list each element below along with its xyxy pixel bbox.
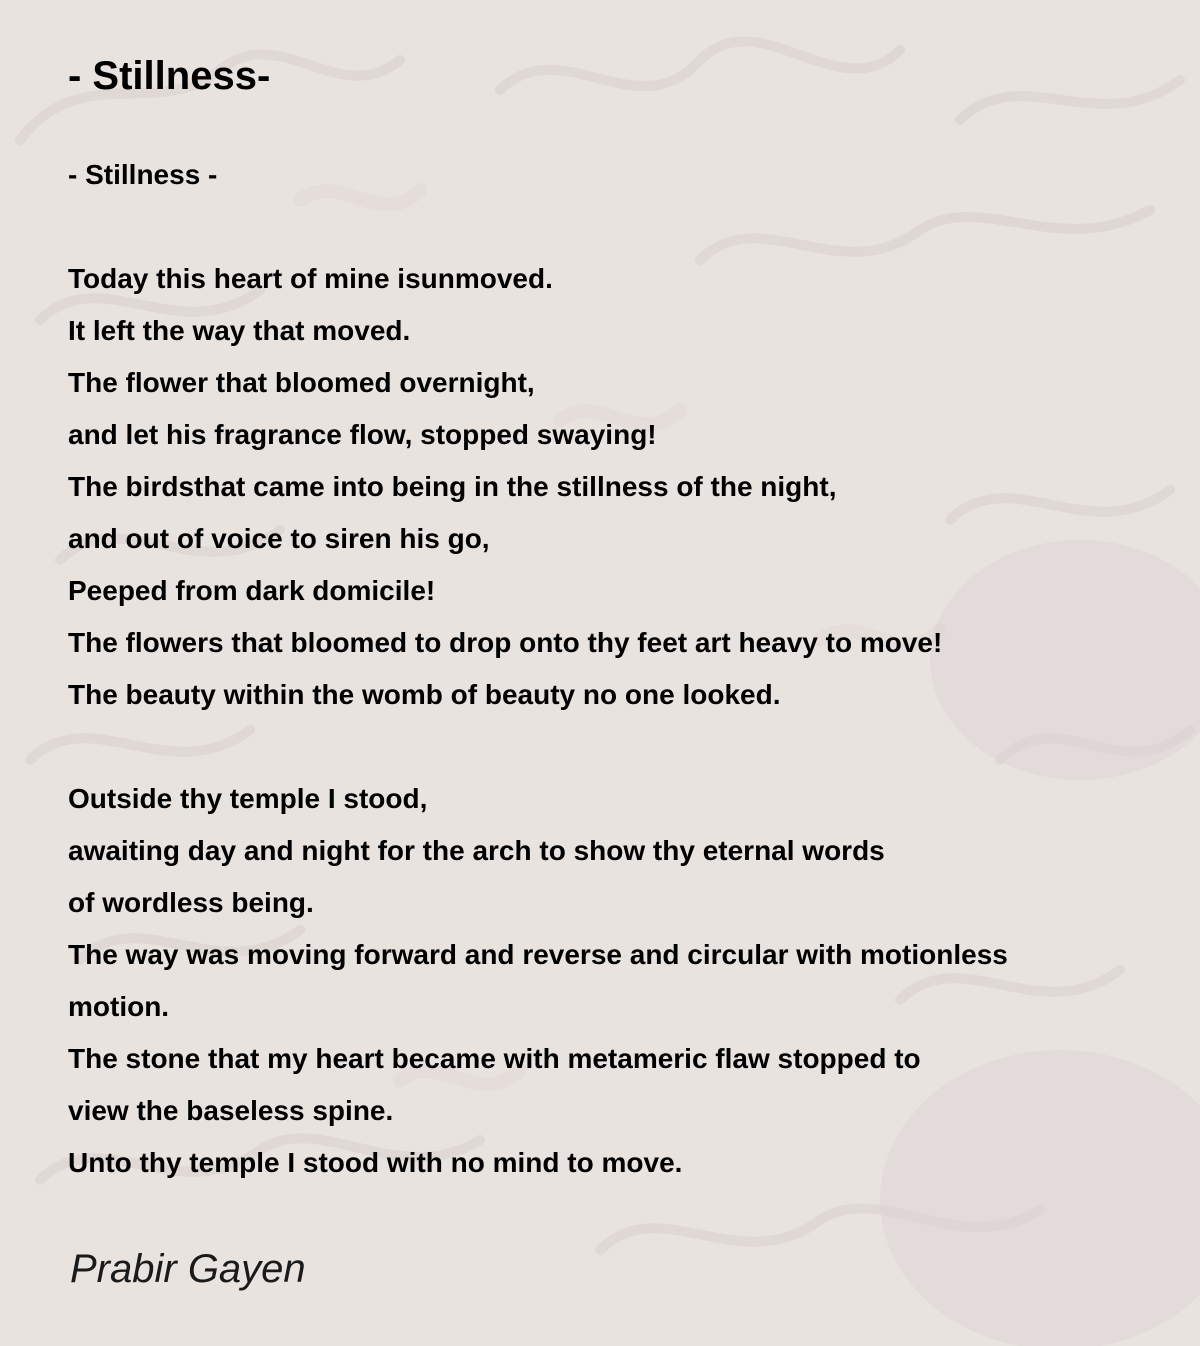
poem-line: Unto thy temple I stood with no mind to move. — [68, 1147, 683, 1178]
poem-line: The way was moving forward and reverse and circular with motionless — [68, 939, 1008, 970]
poem-line: view the baseless spine. — [68, 1095, 394, 1126]
poem-line: of wordless being. — [68, 887, 314, 918]
poem-line: awaiting day and night for the arch to show thy eternal words — [68, 835, 885, 866]
poem-line: The flower that bloomed overnight, — [68, 367, 535, 398]
poem-line: Outside thy temple I stood, — [68, 783, 428, 814]
poem-line: The flowers that bloomed to drop onto thy feet art heavy to move! — [68, 627, 943, 658]
poem-line: The birdsthat came into being in the stillness of the night, — [68, 471, 837, 502]
poem-line: motion. — [68, 991, 170, 1022]
poem-line: Today this heart of mine isunmoved. — [68, 263, 553, 294]
stanza-1 — [68, 253, 942, 721]
poem-title: - Stillness- — [68, 54, 271, 98]
poem-line: It left the way that moved. — [68, 315, 411, 346]
poem-author: Prabir Gayen — [70, 1247, 306, 1291]
poem-line: and out of voice to siren his go, — [68, 523, 490, 554]
poem-line: The beauty within the womb of beauty no one looked. — [68, 679, 781, 710]
poem-subtitle: - Stillness - — [68, 159, 218, 190]
poem-line: The stone that my heart became with metameric flaw stopped to — [68, 1043, 921, 1074]
poem-line: and let his fragrance flow, stopped swaying! — [68, 419, 657, 450]
poem-line: Peeped from dark domicile! — [68, 575, 436, 606]
stanza-2 — [68, 773, 1008, 1189]
